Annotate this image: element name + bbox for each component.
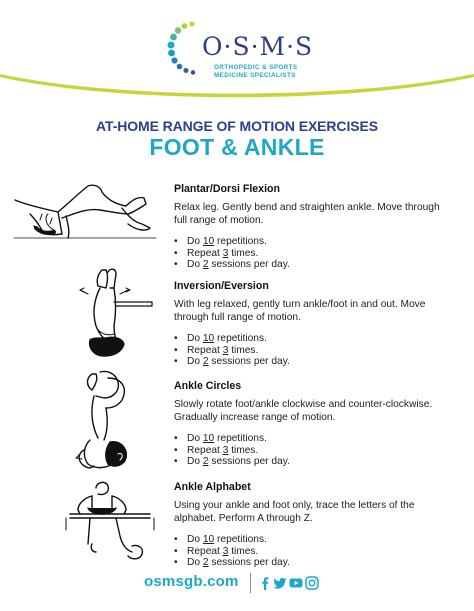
exercise-description: Slowly rotate foot/ankle clockwise and counter-clockwise. Gradually increase range of motion. (174, 399, 433, 423)
exercise-description: Using your ankle and foot only, trace the letters of the alphabet. Perform A through Z. (174, 500, 415, 524)
ankle-circles-illustration (66, 368, 162, 472)
exercise-description: With leg relaxed, gently turn ankle/foot in and out. Move through full range of motion. (174, 299, 426, 323)
exercise-instructions (174, 433, 444, 468)
list-item: • Do 2 sessions per day. (174, 259, 444, 271)
exercise-description: Relax leg. Gently bend and straighten ankle. Move through full range of motion. (174, 202, 440, 226)
exercise-title: Ankle Alphabet (174, 481, 251, 493)
page-subtitle: AT-HOME RANGE OF MOTION EXERCISES (96, 118, 378, 134)
youtube-icon[interactable] (289, 576, 303, 590)
inversion-eversion-illustration (70, 266, 160, 360)
list-item: • Repeat 3 times. (174, 546, 444, 558)
exercise-inversion-eversion (174, 280, 444, 368)
list-item: • Do 10 repetitions. (174, 236, 444, 248)
footer-divider (250, 573, 251, 593)
list-item: • Do 10 repetitions. (174, 433, 444, 445)
exercise-instructions (174, 236, 444, 271)
list-item: • Repeat 3 times. (174, 445, 444, 457)
exercise-ankle-alphabet (174, 481, 444, 569)
exercise-ankle-circles (174, 380, 444, 468)
plantar-dorsi-illustration (10, 174, 160, 244)
list-item: • Do 10 repetitions. (174, 333, 444, 345)
header-swoosh (0, 70, 474, 110)
ankle-alphabet-illustration (62, 474, 162, 564)
page-title: FOOT & ANKLE (149, 134, 325, 160)
facebook-icon[interactable] (258, 576, 272, 590)
logo-name: O·S·M·S (202, 32, 314, 61)
list-item: • Do 10 repetitions. (174, 534, 444, 546)
exercise-title: Ankle Circles (174, 380, 242, 392)
exercise-title: Plantar/Dorsi Flexion (174, 183, 280, 195)
list-item: • Repeat 3 times. (174, 248, 444, 260)
exercise-plantar-dorsi (174, 183, 444, 271)
list-item: • Do 2 sessions per day. (174, 456, 444, 468)
list-item: • Repeat 3 times. (174, 345, 444, 357)
footer-website-link[interactable]: osmsgb.com (144, 573, 239, 590)
logo-tagline: ORTHOPEDIC & SPORTS MEDICINE SPECIALISTS (214, 64, 298, 79)
instagram-icon[interactable] (305, 576, 319, 590)
list-item: • Do 2 sessions per day. (174, 356, 444, 368)
exercise-title: Inversion/Eversion (174, 280, 269, 292)
exercise-instructions (174, 534, 444, 569)
twitter-icon[interactable] (273, 576, 287, 590)
exercise-instructions (174, 333, 444, 368)
list-item: • Do 2 sessions per day. (174, 557, 444, 569)
